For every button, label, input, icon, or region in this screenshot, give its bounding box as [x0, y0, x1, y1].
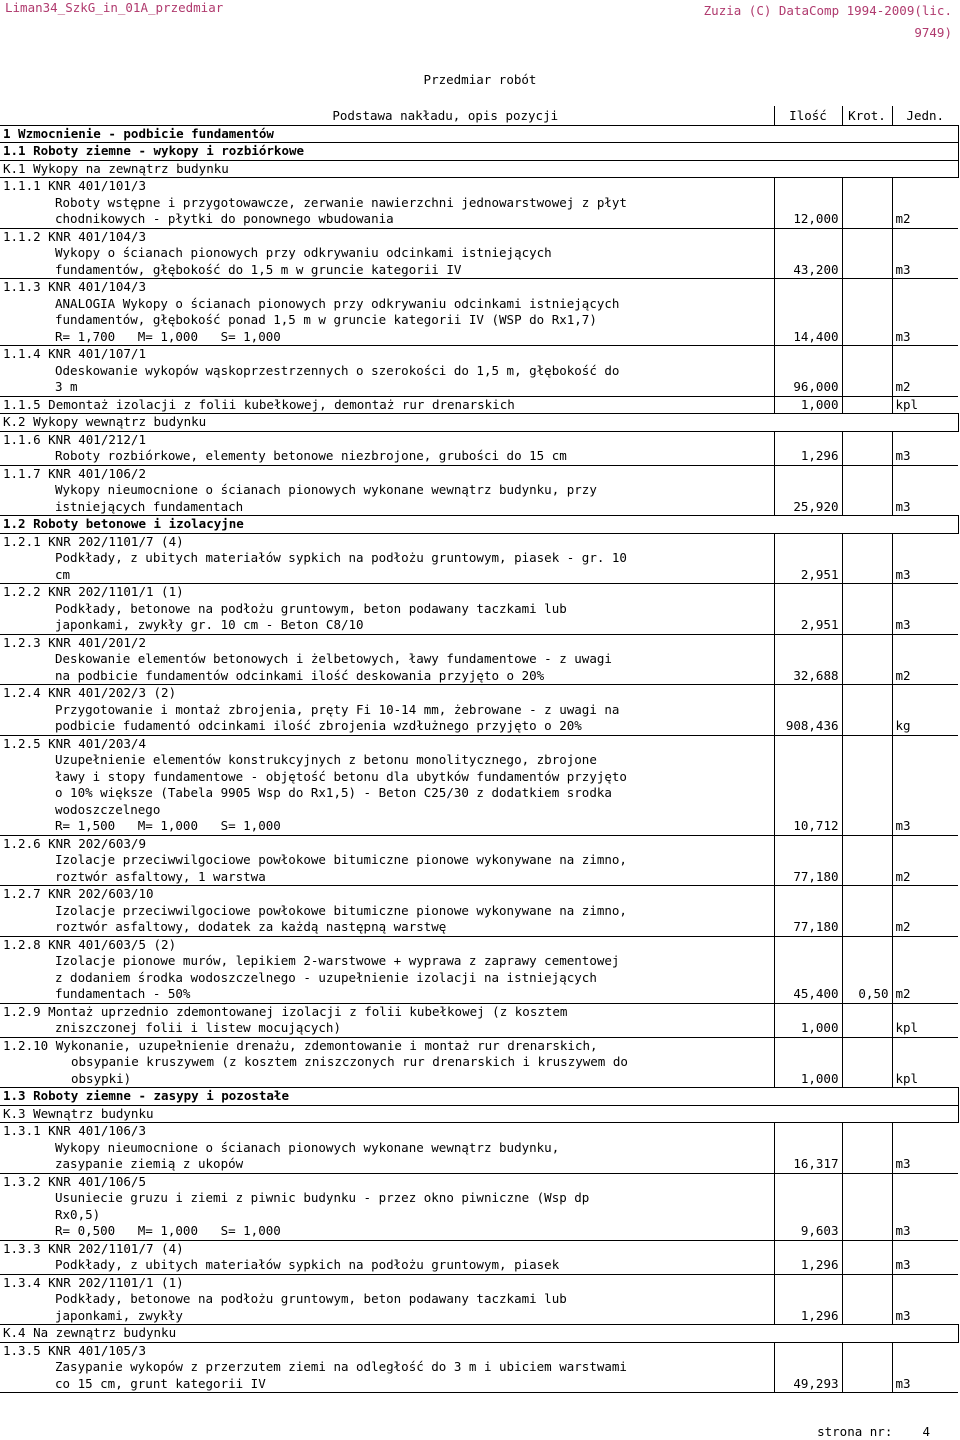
quantity: 49,293 — [774, 1342, 842, 1393]
item-description — [0, 431, 774, 465]
unit: kpl — [892, 1003, 958, 1037]
section-title: K.4 Na zewnątrz budynku — [0, 1325, 958, 1343]
document-title: Przedmiar robót — [423, 72, 537, 87]
description-line: Odeskowanie wykopów wąskoprzestrzennych o szerokości do 1,5 m, głębokość do — [55, 362, 620, 378]
description-line: Przygotowanie i montaż zbrojenia, pręty Fi 10-14 mm, żebrowane - z uwagi na — [55, 701, 620, 717]
quantity: 1,296 — [774, 431, 842, 465]
unit: m3 — [892, 533, 958, 584]
item-row — [0, 533, 958, 584]
item-row — [0, 1037, 958, 1088]
item-code: 1.1.4 KNR 401/107/1 — [3, 346, 146, 361]
vendor-info — [704, 0, 952, 44]
description-line: obsypki) — [71, 1070, 132, 1086]
item-description — [0, 178, 774, 229]
item-description — [0, 936, 774, 1003]
item-code: 1.1.7 KNR 401/106/2 — [3, 465, 146, 481]
item-row — [0, 279, 958, 346]
item-description — [0, 1037, 774, 1088]
item-description — [0, 228, 774, 279]
quantity: 2,951 — [774, 533, 842, 584]
multiplier — [842, 533, 892, 584]
section-row — [0, 1325, 958, 1343]
description-line: na podbicie fundamentów odcinkami ilość deskowania przyjęto o 20% — [55, 667, 545, 683]
page-footer — [817, 1424, 930, 1439]
multiplier — [842, 228, 892, 279]
multiplier — [842, 735, 892, 835]
multiplier — [842, 465, 892, 516]
item-description — [0, 1173, 774, 1240]
item-code: 1.3.5 KNR 401/105/3 — [3, 1342, 146, 1358]
section-title: 1.2 Roboty betonowe i izolacyjne — [0, 516, 958, 534]
quantity: 77,180 — [774, 835, 842, 886]
unit: m3 — [892, 1240, 958, 1274]
description-line: Zasypanie wykopów z przerzutem ziemi na odległość do 3 m i ubiciem warstwami — [55, 1359, 627, 1374]
item-description — [0, 1240, 774, 1274]
item-row — [0, 396, 958, 414]
item-row — [0, 936, 958, 1003]
description-line: Uzupełnienie elementów konstrukcyjnych z betonu monolitycznego, zbrojone — [55, 752, 597, 767]
multiplier — [842, 178, 892, 229]
quantity: 45,400 — [774, 936, 842, 1003]
page-label: strona nr: — [817, 1424, 893, 1439]
section-row — [0, 160, 958, 178]
unit: m3 — [892, 1274, 958, 1325]
description-line: roztwór asfaltowy, 1 warstwa — [55, 868, 266, 884]
description-line: z dodaniem środka wodoszczelnego - uzupełnienie izolacji na istniejących — [55, 969, 597, 985]
section-row — [0, 125, 958, 143]
description-line: obsypanie kruszywem (z kosztem zniszczonych rur drenarskich i kruszywem do — [71, 1054, 628, 1069]
item-description — [0, 735, 774, 835]
quantity: 32,688 — [774, 634, 842, 685]
item-code: 1.1.6 KNR 401/212/1 — [3, 431, 146, 447]
description-line: co 15 cm, grunt kategorii IV — [55, 1375, 266, 1391]
unit: m3 — [892, 584, 958, 635]
description-line: roztwór asfaltowy, dodatek za każdą następną warstwę — [55, 919, 447, 934]
section-row — [0, 143, 958, 161]
description-line: Roboty rozbiórkowe, elementy betonowe niezbrojone, grubości do 15 cm — [55, 448, 567, 463]
description-line: Montaż uprzednio zdemontowanej izolacji z folii kubełkowej (z kosztem — [48, 1003, 568, 1019]
unit: kpl — [892, 1037, 958, 1088]
item-code: 1.2.3 KNR 401/201/2 — [3, 634, 146, 650]
item-description — [0, 1342, 774, 1393]
multiplier — [842, 685, 892, 736]
description-line: japonkami, zwykły gr. 10 cm - Beton C8/10 — [55, 617, 364, 632]
unit: m2 — [892, 346, 958, 397]
description-line: Rx0,5) — [55, 1206, 101, 1222]
item-code: 1.2.8 KNR 401/603/5 (2) — [3, 936, 177, 952]
description-line: ANALOGIA Wykopy o ścianach pionowych przy odkrywaniu odcinkami istniejących — [55, 295, 620, 311]
quantity: 14,400 — [774, 279, 842, 346]
item-row — [0, 1003, 958, 1037]
estimate-table — [0, 106, 960, 1393]
item-row — [0, 634, 958, 685]
quantity: 77,180 — [774, 886, 842, 937]
item-row — [0, 735, 958, 835]
quantity: 9,603 — [774, 1173, 842, 1240]
multiplier — [842, 1037, 892, 1088]
item-code: 1.2.10 — [3, 1037, 49, 1053]
section-title: 1.3 Roboty ziemne - zasypy i pozostałe — [0, 1088, 958, 1106]
unit: m3 — [892, 735, 958, 835]
item-row — [0, 465, 958, 516]
description-line: R= 1,700 M= 1,000 S= 1,000 — [55, 328, 281, 344]
description-line: Wykopy o ścianach pionowych przy odkrywaniu odcinkami istniejących — [55, 245, 552, 260]
item-code: 1.2.9 — [3, 1003, 41, 1019]
item-row — [0, 1342, 958, 1393]
table-header — [0, 106, 958, 125]
multiplier — [842, 1173, 892, 1240]
description-line: Izolacje przeciwwilgociowe powłokowe bitumiczne pionowe wykonywane na zimno, — [55, 852, 627, 867]
item-code: 1.2.2 KNR 202/1101/1 (1) — [3, 584, 184, 599]
item-description — [0, 835, 774, 886]
unit: m3 — [892, 279, 958, 346]
item-description — [0, 1123, 774, 1174]
item-description — [0, 1003, 774, 1037]
unit: m2 — [892, 835, 958, 886]
vendor-line-1: Zuzia (C) DataComp 1994-2009(lic. — [703, 3, 952, 18]
description-line: R= 0,500 M= 1,000 S= 1,000 — [55, 1223, 281, 1238]
multiplier — [842, 584, 892, 635]
description-line: Usuniecie gruzu i ziemi z piwnic budynku - przez okno piwniczne (Wsp dp — [55, 1190, 590, 1205]
item-row — [0, 835, 958, 886]
description-line: cm — [55, 566, 71, 582]
col-header-unit: Jedn. — [892, 106, 958, 125]
item-code: 1.2.6 KNR 202/603/9 — [3, 835, 146, 851]
item-code: 1.1.3 KNR 401/104/3 — [3, 279, 146, 294]
description-line: wodoszczelnego — [55, 801, 161, 817]
quantity: 96,000 — [774, 346, 842, 397]
multiplier — [842, 1342, 892, 1393]
section-title: 1 Wzmocnienie - podbicie fundamentów — [0, 125, 958, 143]
unit: m2 — [892, 178, 958, 229]
description-line: ławy i stopy fundamentowe - objętość betonu dla ubytków fundamentów przyjęto — [55, 768, 627, 784]
item-code: 1.2.5 KNR 401/203/4 — [3, 735, 146, 751]
col-header-krot: Krot. — [842, 106, 892, 125]
item-row — [0, 431, 958, 465]
item-code: 1.2.4 KNR 401/202/3 (2) — [3, 685, 177, 700]
multiplier — [842, 886, 892, 937]
quantity: 1,000 — [774, 1037, 842, 1088]
unit: m2 — [892, 634, 958, 685]
description-line: istniejących fundamentach — [55, 498, 244, 514]
multiplier: 0,50 — [842, 936, 892, 1003]
section-row — [0, 414, 958, 432]
unit: m2 — [892, 886, 958, 937]
item-row — [0, 1173, 958, 1240]
quantity: 908,436 — [774, 685, 842, 736]
quantity: 10,712 — [774, 735, 842, 835]
section-title: K.1 Wykopy na zewnątrz budynku — [0, 160, 958, 178]
item-description — [0, 1274, 774, 1325]
description-line: Wykonanie, uzupełnienie drenażu, zdemontowanie i montaż rur drenarskich, — [55, 1037, 598, 1053]
description-line: Podkłady, z ubitych materiałów sypkich na podłożu gruntowym, piasek - gr. 10 — [55, 550, 627, 565]
description-line: fundamentach - 50% — [55, 986, 191, 1001]
description-line: zasypanie ziemią z ukopów — [55, 1156, 244, 1171]
item-code: 1.1.2 KNR 401/104/3 — [3, 228, 146, 244]
item-description — [0, 465, 774, 516]
unit: kpl — [892, 396, 958, 414]
quantity: 1,296 — [774, 1274, 842, 1325]
item-row — [0, 178, 958, 229]
item-description — [0, 396, 774, 414]
description-line: Deskowanie elementów betonowych i żelbetowych, ławy fundamentowe - z uwagi — [55, 651, 612, 666]
unit: m3 — [892, 1173, 958, 1240]
item-code: 1.3.1 KNR 401/106/3 — [3, 1123, 146, 1138]
multiplier — [842, 634, 892, 685]
description-line: Podkłady, z ubitych materiałów sypkich na podłożu gruntowym, piasek — [55, 1257, 560, 1272]
quantity: 43,200 — [774, 228, 842, 279]
item-row — [0, 346, 958, 397]
section-row — [0, 1088, 958, 1106]
description-line: Podkłady, betonowe na podłożu gruntowym, beton podawany taczkami lub — [55, 600, 567, 616]
item-code: 1.1.1 KNR 401/101/3 — [3, 178, 146, 193]
item-description — [0, 886, 774, 937]
description-line: chodnikowych - płytki do ponownego wbudowania — [55, 211, 394, 226]
quantity: 25,920 — [774, 465, 842, 516]
section-title: K.3 Wewnątrz budynku — [0, 1105, 958, 1123]
multiplier — [842, 1240, 892, 1274]
description-line: fundamentów, głębokość do 1,5 m w gruncie kategorii IV — [55, 261, 462, 277]
quantity: 12,000 — [774, 178, 842, 229]
item-code: 1.1.5 — [3, 396, 41, 412]
item-row — [0, 886, 958, 937]
description-line: japonkami, zwykły — [55, 1307, 183, 1323]
multiplier — [842, 1003, 892, 1037]
unit: m3 — [892, 465, 958, 516]
unit: m3 — [892, 1123, 958, 1174]
description-line: Izolacje przeciwwilgociowe powłokowe bitumiczne pionowe wykonywane na zimno, — [55, 902, 627, 918]
item-row — [0, 584, 958, 635]
unit: kg — [892, 685, 958, 736]
page-number: 4 — [922, 1424, 930, 1439]
description-line: podbicie fudamentó odcinkami ilość zbrojenia wzdłużnego przyjęto o 20% — [55, 718, 582, 733]
multiplier — [842, 1274, 892, 1325]
item-row — [0, 1274, 958, 1325]
description-line: zniszczonej folii i listew mocujących) — [55, 1020, 341, 1035]
item-description — [0, 634, 774, 685]
section-title: K.2 Wykopy wewnątrz budynku — [0, 414, 958, 432]
col-header-qty: Ilość — [774, 106, 842, 125]
item-row — [0, 1240, 958, 1274]
col-header-desc: Podstawa nakładu, opis pozycji — [0, 106, 774, 125]
section-row — [0, 516, 958, 534]
item-description — [0, 584, 774, 635]
description-line: o 10% większe (Tabela 9905 Wsp do Rx1,5) - Beton C25/30 z dodatkiem srodka — [55, 785, 612, 800]
description-line: Demontaż izolacji z folii kubełkowej, demontaż rur drenarskich — [48, 396, 515, 412]
item-description — [0, 533, 774, 584]
quantity: 16,317 — [774, 1123, 842, 1174]
item-row — [0, 1123, 958, 1174]
item-code: 1.3.4 KNR 202/1101/1 (1) — [3, 1274, 184, 1290]
multiplier — [842, 835, 892, 886]
unit: m3 — [892, 431, 958, 465]
quantity: 2,951 — [774, 584, 842, 635]
file-name: Liman34_SzkG_in_01A_przedmiar — [5, 0, 224, 15]
item-code: 1.2.7 KNR 202/603/10 — [3, 886, 154, 901]
item-description — [0, 279, 774, 346]
multiplier — [842, 431, 892, 465]
vendor-line-2: 9749) — [914, 25, 952, 40]
description-line: Wykopy nieumocnione o ścianach pionowych wykonane wewnątrz budynku, — [55, 1139, 560, 1155]
description-line: Podkłady, betonowe na podłożu gruntowym, beton podawany taczkami lub — [55, 1291, 567, 1306]
item-row — [0, 228, 958, 279]
description-line: R= 1,500 M= 1,000 S= 1,000 — [55, 818, 281, 833]
description-line: fundamentów, głębokość ponad 1,5 m w gruncie kategorii IV (WSP do Rx1,7) — [55, 312, 597, 327]
description-line: Wykopy nieumocnione o ścianach pionowych wykonane wewnątrz budynku, przy — [55, 482, 597, 497]
multiplier — [842, 279, 892, 346]
section-title: 1.1 Roboty ziemne - wykopy i rozbiórkowe — [0, 143, 958, 161]
description-line: Izolacje pionowe murów, lepikiem 2-warstwowe + wyprawa z zaprawy cementowej — [55, 953, 620, 968]
multiplier — [842, 346, 892, 397]
multiplier — [842, 396, 892, 414]
quantity: 1,296 — [774, 1240, 842, 1274]
description-line: Roboty wstępne i przygotowawcze, zerwanie nawierzchni jednowarstwowej z płyt — [55, 194, 627, 210]
unit: m2 — [892, 936, 958, 1003]
unit: m3 — [892, 1342, 958, 1393]
item-code: 1.2.1 KNR 202/1101/7 (4) — [3, 533, 184, 549]
item-description — [0, 346, 774, 397]
quantity: 1,000 — [774, 1003, 842, 1037]
quantity: 1,000 — [774, 396, 842, 414]
section-row — [0, 1105, 958, 1123]
unit: m3 — [892, 228, 958, 279]
description-line: 3 m — [55, 379, 78, 394]
item-description — [0, 685, 774, 736]
item-code: 1.3.3 KNR 202/1101/7 (4) — [3, 1240, 184, 1256]
item-row — [0, 685, 958, 736]
multiplier — [842, 1123, 892, 1174]
item-code: 1.3.2 KNR 401/106/5 — [3, 1173, 146, 1189]
